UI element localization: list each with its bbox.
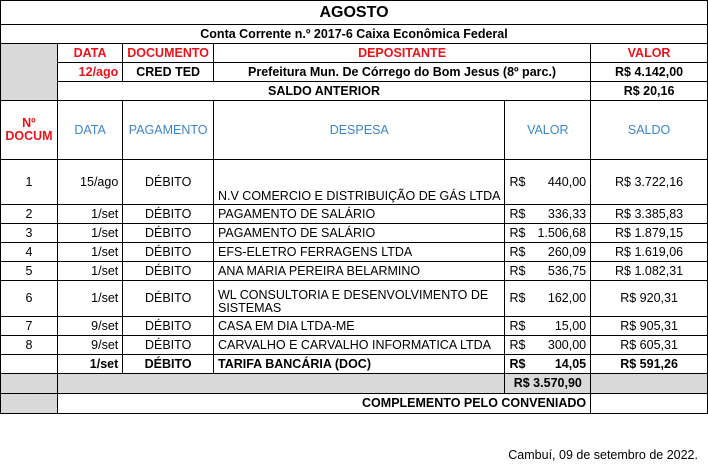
expense-payment: DÉBITO [123, 224, 214, 243]
expense-row [1, 160, 708, 205]
expense-row [1, 317, 708, 336]
expense-number: 2 [1, 205, 58, 224]
expense-payment: DÉBITO [123, 243, 214, 262]
expense-description: EFS-ELETRO FERRAGENS LTDA [214, 243, 505, 262]
saldo-anterior-value: R$ 20,16 [591, 82, 708, 101]
expense-value: R$ 300,00 [505, 336, 591, 355]
expense-payment: DÉBITO [123, 160, 214, 205]
complemento-gray-cell [1, 394, 58, 414]
header-saldo: SALDO [591, 101, 708, 160]
expense-value: R$ 440,00 [505, 160, 591, 205]
header-documento: DOCUMENTO [123, 44, 214, 63]
expense-saldo: R$ 905,31 [591, 317, 708, 336]
tarifa-payment: DÉBITO [123, 355, 214, 374]
expense-row [1, 243, 708, 262]
header-expense-date: DATA [57, 101, 122, 160]
expense-description: CASA EM DIA LTDA-ME [214, 317, 505, 336]
header-valor: VALOR [591, 44, 708, 63]
deposit-document: CRED TED [123, 63, 214, 82]
expense-payment: DÉBITO [123, 317, 214, 336]
expense-saldo: R$ 1.619,06 [591, 243, 708, 262]
expense-number: 3 [1, 224, 58, 243]
expense-description: WL CONSULTORIA E DESENVOLVIMENTO DE SISTEMAS [214, 281, 505, 317]
total-gray-cell [1, 374, 58, 394]
account-subtitle: Conta Corrente n.º 2017-6 Caixa Econômica Federal [1, 25, 708, 44]
expense-row [1, 205, 708, 224]
expense-number: 1 [1, 160, 58, 205]
blank-cell [1, 355, 58, 374]
expense-saldo: R$ 605,31 [591, 336, 708, 355]
expense-row [1, 281, 708, 317]
expense-payment: DÉBITO [123, 205, 214, 224]
complemento-label: COMPLEMENTO PELO CONVENIADO [57, 394, 590, 414]
expense-date: 9/set [57, 336, 122, 355]
expense-number: 7 [1, 317, 58, 336]
expense-date: 1/set [57, 262, 122, 281]
expense-date: 9/set [57, 317, 122, 336]
tarifa-description: TARIFA BANCÁRIA (DOC) [214, 355, 505, 374]
total-value: R$ 3.570,90 [505, 374, 591, 394]
deposit-date: 12/ago [57, 63, 122, 82]
footer-location-date: Cambuí, 09 de setembro de 2022. [508, 448, 698, 462]
blank-gray-cell [1, 44, 58, 101]
expense-number: 4 [1, 243, 58, 262]
expense-rows [1, 160, 708, 355]
expense-value: R$ 1.506,68 [505, 224, 591, 243]
expense-description: ANA MARIA PEREIRA BELARMINO [214, 262, 505, 281]
expense-number: 6 [1, 281, 58, 317]
expense-payment: DÉBITO [123, 262, 214, 281]
expense-description: CARVALHO E CARVALHO INFORMATICA LTDA [214, 336, 505, 355]
expense-value: R$ 536,75 [505, 262, 591, 281]
complemento-value-cell [591, 394, 708, 414]
expense-payment: DÉBITO [123, 281, 214, 317]
expense-saldo: R$ 3.385,83 [591, 205, 708, 224]
header-despesa: DESPESA [214, 101, 505, 160]
total-gray-span [57, 374, 505, 394]
expense-date: 1/set [57, 243, 122, 262]
expense-payment: DÉBITO [123, 336, 214, 355]
header-doc-number: Nº DOCUM [1, 101, 58, 160]
expense-saldo: R$ 3.722,16 [591, 160, 708, 205]
sheet-title: AGOSTO [1, 1, 708, 25]
expense-saldo: R$ 1.879,15 [591, 224, 708, 243]
expense-value: R$ 260,09 [505, 243, 591, 262]
header-expense-valor: VALOR [505, 101, 591, 160]
expense-row [1, 262, 708, 281]
expense-number: 5 [1, 262, 58, 281]
expense-saldo: R$ 1.082,31 [591, 262, 708, 281]
header-depositante: DEPOSITANTE [214, 44, 591, 63]
header-data: DATA [57, 44, 122, 63]
expense-value: R$ 15,00 [505, 317, 591, 336]
expense-value: R$ 162,00 [505, 281, 591, 317]
tarifa-value: R$ 14,05 [505, 355, 591, 374]
saldo-anterior-label: SALDO ANTERIOR [57, 82, 590, 101]
expense-saldo: R$ 920,31 [591, 281, 708, 317]
deposit-value: R$ 4.142,00 [591, 63, 708, 82]
header-pagamento: PAGAMENTO [123, 101, 214, 160]
expense-description: PAGAMENTO DE SALÁRIO [214, 224, 505, 243]
tarifa-date: 1/set [57, 355, 122, 374]
total-gray-end [591, 374, 708, 394]
expense-date: 15/ago [57, 160, 122, 205]
expense-row [1, 336, 708, 355]
expense-number: 8 [1, 336, 58, 355]
expense-description: N.V COMERCIO E DISTRIBUIÇÃO DE GÁS LTDA [214, 160, 505, 205]
deposit-depositor: Prefeitura Mun. De Córrego do Bom Jesus (8º parc.) [214, 63, 591, 82]
expense-description: PAGAMENTO DE SALÁRIO [214, 205, 505, 224]
expense-date: 1/set [57, 205, 122, 224]
expense-date: 1/set [57, 281, 122, 317]
expense-value: R$ 336,33 [505, 205, 591, 224]
expense-date: 1/set [57, 224, 122, 243]
tarifa-saldo: R$ 591,26 [591, 355, 708, 374]
expense-row [1, 224, 708, 243]
